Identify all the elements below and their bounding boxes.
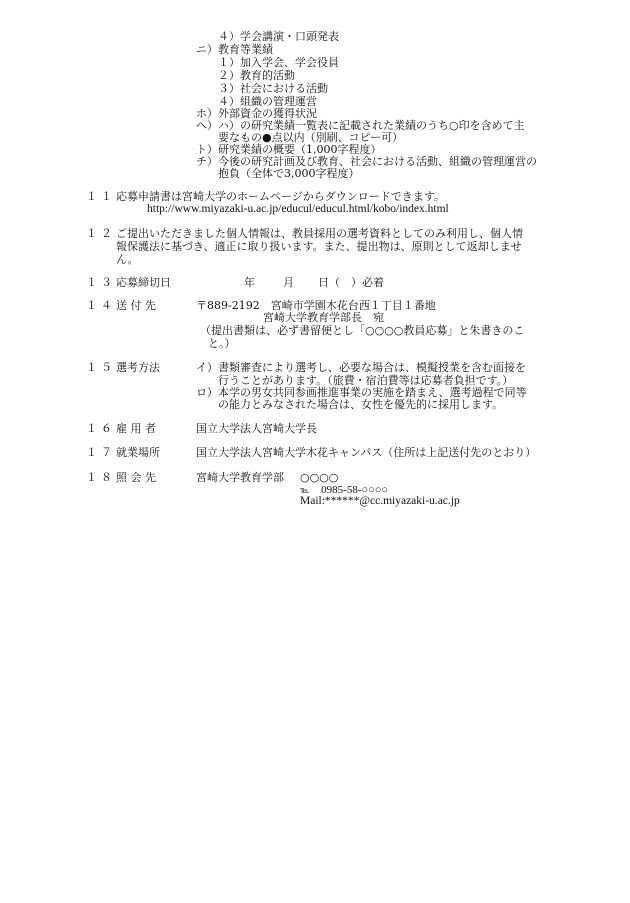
selection-method-label: 選考方法 (116, 361, 160, 374)
ni-item-4: ４）組織の管理運営 (218, 95, 317, 108)
selection-i-line2: 行うことがあります。（旅費・宿泊費等は応募者負担です。） (218, 374, 514, 387)
section-11-number: １１ (86, 190, 116, 203)
deadline-label: 応募締切日 (116, 276, 171, 289)
he-item-line1: ヘ）ハ）の研究業績一覧表に記載された業績のうち○印を含めて主 (196, 119, 525, 132)
section-12-line1: ご提出いただきました個人情報は、教員採用の選考資料としてのみ利用し、個人情 (116, 227, 523, 240)
send-to-addressee: 宮崎大学教育学部長 宛 (263, 311, 384, 324)
section-12-number: １２ (86, 227, 116, 240)
ni-item-3: ３）社会における活動 (218, 82, 328, 95)
ni-item-2: ２）教育的活動 (218, 69, 295, 82)
section-14-number: １４ (86, 299, 116, 312)
selection-ro-line1: ロ）本学の男女共同参画推進事業の実施を踏まえ、選考過程で同等 (196, 386, 527, 399)
section-17-number: １７ (86, 446, 116, 459)
workplace-value: 国立大学法人宮崎大学木花キャンパス（住所は上記送付先のとおり） (196, 446, 537, 459)
send-to-label: 送 付 先 (116, 299, 156, 312)
contact-tel: 0985-58-○○○○ (321, 484, 389, 496)
contact-label: 照 会 先 (116, 471, 156, 484)
section-12-line2: 報保護法に基づき、適正に取り扱います。また、提出物は、原則として返却しませ (116, 240, 522, 253)
section-12-line3: ん。 (116, 253, 139, 266)
employer-value: 国立大学法人宮崎大学長 (196, 422, 317, 435)
deadline-month: 月 (283, 276, 294, 289)
send-to-address: 〒889-2192 宮崎市学園木花台西１丁目１番地 (196, 299, 436, 312)
selection-ro-line2: の能力とみなされた場合は、女性を優先的に採用します。 (218, 398, 504, 411)
section-18-number: １８ (86, 471, 116, 484)
contact-email[interactable]: Mail:******@cc.miyazaki-u.ac.jp (300, 495, 460, 507)
ho-item: ホ）外部資金の獲得状況 (196, 107, 317, 120)
workplace-label: 就業場所 (116, 446, 160, 459)
deadline-day: 日（ ）必着 (318, 276, 384, 289)
section-16-number: １６ (86, 422, 116, 435)
chi-item-line1: チ）今後の研究計画及び教育、社会における活動、組織の管理運営の (196, 155, 537, 168)
section-13-number: １３ (86, 276, 116, 289)
item-4-conference: ４）学会講演・口頭発表 (218, 30, 339, 43)
section-15-number: １５ (86, 361, 116, 374)
contact-name: ○○○○ (300, 471, 339, 484)
selection-i-line1: イ）書類審査により選考し、必要な場合は、模擬授業を含む面接を (196, 361, 526, 374)
ni-item-1: １）加入学会、学会役員 (218, 56, 339, 69)
ni-heading: ニ）教育等業績 (196, 43, 273, 56)
chi-item-line2: 抱負（全体で3,000字程度） (218, 167, 360, 180)
contact-department: 宮崎大学教育学部 (196, 471, 284, 484)
send-to-note-line2: と。） (208, 337, 236, 350)
he-item-line2: 要なもの●点以内（別刷、コピー可） (218, 131, 404, 144)
to-item: ト）研究業績の概要（1,000字程度） (196, 143, 382, 156)
deadline-year: 年 (244, 276, 255, 289)
send-to-note-line1: （提出書類は、必ず書留便とし「○○○○教員応募」と朱書きのこ (200, 324, 525, 337)
section-11-text: 応募申請書は宮崎大学のホームページからダウンロードできます。 (116, 190, 445, 203)
application-form-link[interactable]: http://www.miyazaki-u.ac.jp/educul/educul.html/kobo/index.html (147, 203, 449, 215)
telephone-icon: ℡ (300, 486, 310, 496)
employer-label: 雇 用 者 (116, 422, 156, 435)
